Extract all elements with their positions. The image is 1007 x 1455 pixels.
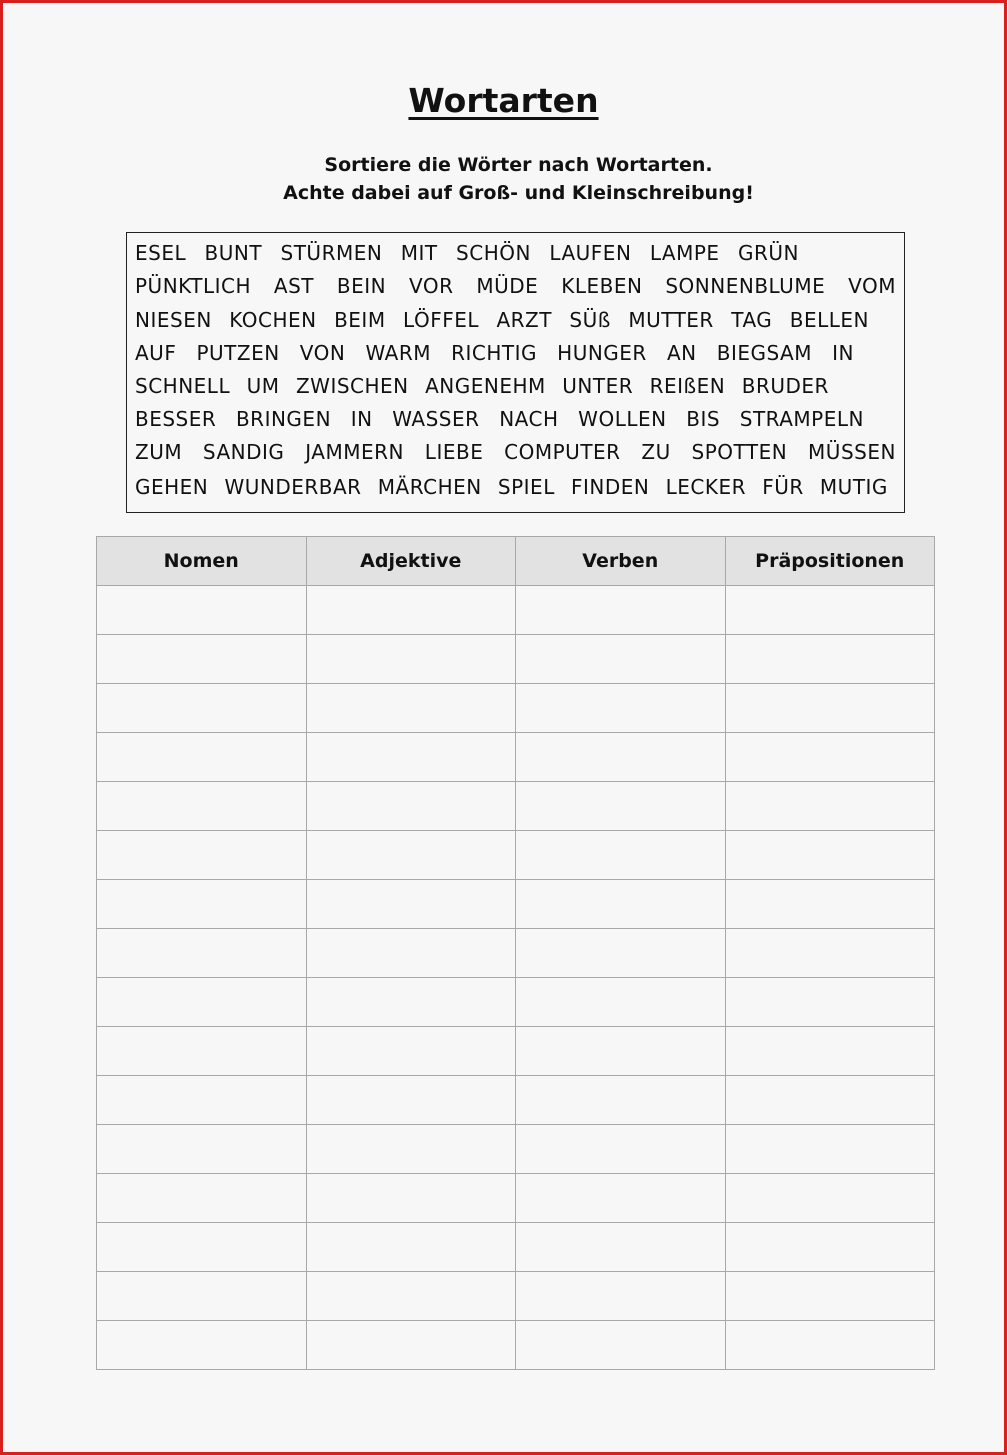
answer-cell[interactable] [97, 684, 307, 733]
table-row [97, 1076, 935, 1125]
word: SÜß [569, 308, 611, 332]
answer-cell[interactable] [97, 782, 307, 831]
answer-cell[interactable] [97, 586, 307, 635]
word: BIS [686, 407, 721, 431]
answer-cell[interactable] [97, 1027, 307, 1076]
word: MÄRCHEN [377, 475, 482, 499]
answer-cell[interactable] [725, 929, 935, 978]
word: MUTTER [628, 308, 714, 332]
word: SANDIG [202, 440, 285, 464]
answer-cell[interactable] [725, 1321, 935, 1370]
table-row [97, 684, 935, 733]
word: AUF [135, 341, 177, 365]
answer-cell[interactable] [97, 1272, 307, 1321]
table-row [97, 831, 935, 880]
word: BRUDER [741, 374, 829, 398]
word: LÖFFEL [403, 308, 480, 332]
word: ESEL [135, 241, 187, 265]
table-row [97, 1223, 935, 1272]
word: BEIM [334, 308, 386, 332]
worksheet-title: Wortarten [408, 81, 599, 120]
word: LAMPE [649, 241, 720, 265]
answer-cell[interactable] [516, 782, 726, 831]
word: LIEBE [424, 440, 484, 464]
word: AN [666, 341, 697, 365]
word: MÜSSEN [808, 440, 896, 464]
answer-cell[interactable] [725, 684, 935, 733]
instructions [3, 151, 1007, 207]
answer-cell[interactable] [516, 635, 726, 684]
word: BIEGSAM [716, 341, 812, 365]
word: KOCHEN [229, 308, 317, 332]
answer-cell[interactable] [306, 1027, 516, 1076]
header-praepositionen: Präpositionen [725, 537, 935, 586]
answer-cell[interactable] [516, 880, 726, 929]
answer-cell[interactable] [97, 1125, 307, 1174]
word: BRINGEN [235, 407, 332, 431]
word: SONNENBLUME [665, 274, 826, 298]
instruction-line: Sortiere die Wörter nach Wortarten. [324, 154, 713, 176]
word: RICHTIG [451, 341, 538, 365]
word: ZWISCHEN [295, 374, 409, 398]
word: ARZT [496, 308, 552, 332]
word: BUNT [204, 241, 263, 265]
answer-cell[interactable] [725, 880, 935, 929]
word: BELLEN [789, 308, 869, 332]
word: REIßEN [649, 374, 726, 398]
word: BEIN [336, 274, 387, 298]
answer-cell[interactable] [306, 635, 516, 684]
table-row [97, 1174, 935, 1223]
instruction-line: Achte dabei auf Groß- und Kleinschreibung! [283, 182, 754, 204]
table-row [97, 1321, 935, 1370]
table-row [97, 929, 935, 978]
word: SCHÖN [456, 241, 531, 265]
header-verben: Verben [516, 537, 726, 586]
answer-cell[interactable] [306, 831, 516, 880]
header-adjektive: Adjektive [306, 537, 516, 586]
answer-cell[interactable] [97, 880, 307, 929]
word: ANGENEHM [425, 374, 546, 398]
word: AST [273, 274, 314, 298]
word: ZU [641, 440, 671, 464]
word: JAMMERN [305, 440, 404, 464]
word: UM [246, 374, 280, 398]
word: COMPUTER [504, 440, 621, 464]
word: STRAMPELN [739, 407, 864, 431]
word: MUTIG [819, 475, 888, 499]
word: FÜR [762, 475, 804, 499]
word: NIESEN [135, 308, 212, 332]
word: WUNDERBAR [224, 475, 362, 499]
answer-cell[interactable] [306, 1076, 516, 1125]
answer-cell[interactable] [725, 733, 935, 782]
word: SPIEL [497, 475, 555, 499]
word: SCHNELL [135, 374, 231, 398]
word: SPOTTEN [691, 440, 788, 464]
word: GEHEN [135, 475, 209, 499]
answer-cell[interactable] [97, 733, 307, 782]
table-row [97, 635, 935, 684]
answer-cell[interactable] [725, 782, 935, 831]
word: IN [350, 407, 373, 431]
word: UNTER [562, 374, 634, 398]
answer-cell[interactable] [306, 1321, 516, 1370]
answer-cell[interactable] [306, 782, 516, 831]
word: WOLLEN [578, 407, 667, 431]
word: ZUM [135, 440, 183, 464]
word-line [135, 440, 896, 464]
word: KLEBEN [561, 274, 643, 298]
answer-cell[interactable] [306, 978, 516, 1027]
answer-cell[interactable] [97, 1076, 307, 1125]
word-line [135, 374, 829, 398]
word: TAG [731, 308, 773, 332]
answer-cell[interactable] [306, 586, 516, 635]
table-row [97, 782, 935, 831]
word-line [135, 308, 869, 332]
word: STÜRMEN [280, 241, 383, 265]
answer-cell[interactable] [306, 880, 516, 929]
word: FINDEN [571, 475, 650, 499]
word: LECKER [665, 475, 746, 499]
answer-cell[interactable] [725, 1125, 935, 1174]
answer-cell[interactable] [725, 586, 935, 635]
word: HUNGER [557, 341, 647, 365]
word: VOR [409, 274, 454, 298]
answer-cell[interactable] [516, 929, 726, 978]
word: VON [299, 341, 346, 365]
answer-cell[interactable] [725, 831, 935, 880]
answer-cell[interactable] [725, 1027, 935, 1076]
answer-cell[interactable] [725, 1223, 935, 1272]
word: PUTZEN [196, 341, 280, 365]
table-row [97, 733, 935, 782]
answer-cell[interactable] [97, 978, 307, 1027]
word: BESSER [135, 407, 217, 431]
table-row [97, 978, 935, 1027]
answer-cell[interactable] [306, 929, 516, 978]
answer-cell[interactable] [97, 929, 307, 978]
table-row [97, 586, 935, 635]
answer-cell[interactable] [516, 831, 726, 880]
answer-cell[interactable] [516, 733, 726, 782]
answer-cell[interactable] [516, 684, 726, 733]
answer-cell[interactable] [306, 1223, 516, 1272]
answer-cell[interactable] [516, 586, 726, 635]
answer-cell[interactable] [306, 1174, 516, 1223]
answer-cell[interactable] [306, 1272, 516, 1321]
word: IN [832, 341, 854, 365]
word: MIT [400, 241, 438, 265]
word: NACH [499, 407, 559, 431]
word-line [135, 274, 896, 298]
word: GRÜN [738, 241, 799, 265]
answer-cell[interactable] [97, 1174, 307, 1223]
answer-cell[interactable] [97, 1321, 307, 1370]
answer-cell[interactable] [97, 831, 307, 880]
answer-cell[interactable] [306, 684, 516, 733]
answer-cell[interactable] [725, 978, 935, 1027]
answer-cell[interactable] [516, 1223, 726, 1272]
word-box [126, 232, 905, 513]
answer-cell[interactable] [516, 978, 726, 1027]
word: PÜNKTLICH [135, 274, 251, 298]
answer-cell[interactable] [97, 635, 307, 684]
table-header-row [97, 537, 935, 586]
header-nomen: Nomen [97, 537, 307, 586]
answer-cell[interactable] [725, 1076, 935, 1125]
answer-cell[interactable] [725, 635, 935, 684]
word-line [135, 241, 799, 265]
word: MÜDE [476, 274, 539, 298]
word: VOM [848, 274, 896, 298]
table-row [97, 1027, 935, 1076]
answer-cell[interactable] [725, 1272, 935, 1321]
word-line [135, 407, 864, 431]
word-line [135, 341, 854, 365]
answer-cell[interactable] [516, 1125, 726, 1174]
table-row [97, 880, 935, 929]
word-line [135, 475, 888, 499]
answer-cell[interactable] [97, 1223, 307, 1272]
table-row [97, 1125, 935, 1174]
word: WASSER [392, 407, 480, 431]
table-row [97, 1272, 935, 1321]
answer-cell[interactable] [516, 1174, 726, 1223]
answer-cell[interactable] [516, 1272, 726, 1321]
answer-cell[interactable] [725, 1174, 935, 1223]
word: LAUFEN [549, 241, 632, 265]
answer-cell[interactable] [306, 733, 516, 782]
word-type-table [96, 536, 935, 1370]
answer-cell[interactable] [516, 1027, 726, 1076]
answer-cell[interactable] [516, 1076, 726, 1125]
word: WARM [365, 341, 431, 365]
answer-cell[interactable] [516, 1321, 726, 1370]
answer-cell[interactable] [306, 1125, 516, 1174]
